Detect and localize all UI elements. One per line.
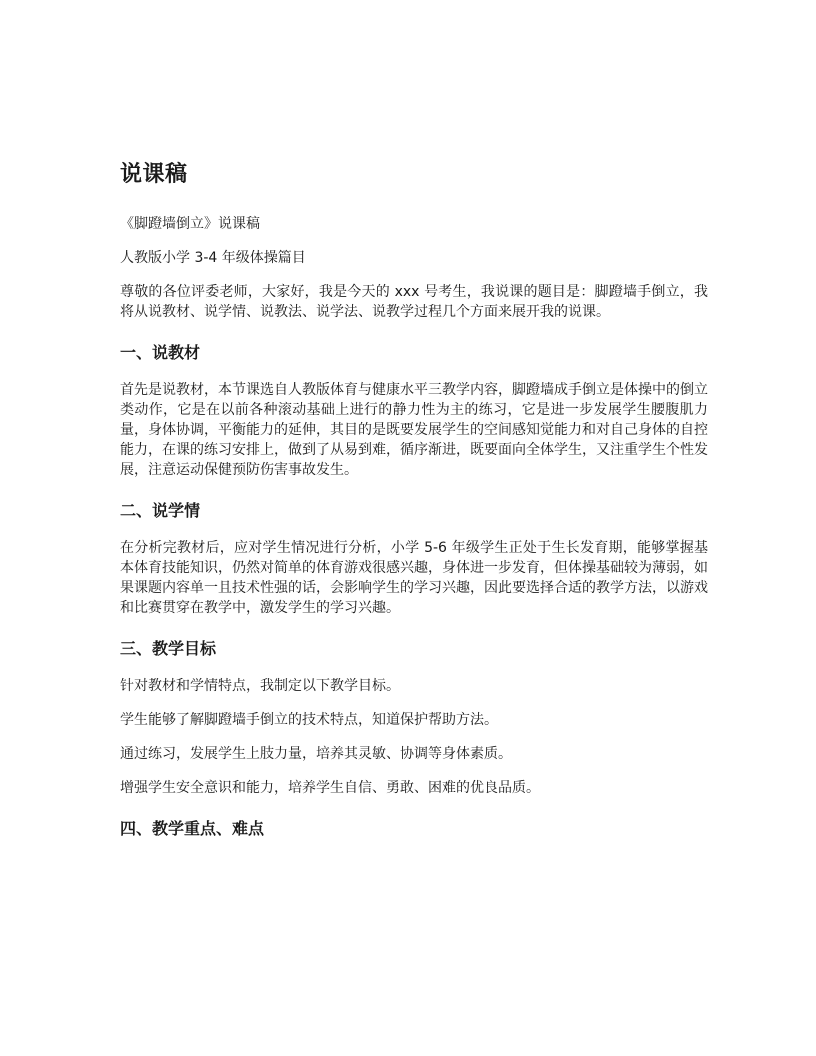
section-heading-textbook: 一、说教材 [120,343,201,362]
goal-knowledge-paragraph: 学生能够了解脚蹬墙手倒立的技术特点，知道保护帮助方法。 [120,712,498,728]
section-heading-students: 二、说学情 [120,501,201,520]
goal-skill-paragraph: 通过练习，发展学生上肢力量，培养其灵敏、协调等身体素质。 [120,746,512,762]
goals-intro-paragraph: 针对教材和学情特点，我制定以下教学目标。 [120,678,400,694]
document-title: 说课稿 [120,162,188,187]
textbook-paragraph: 首先是说教材，本节课选自人教版体育与健康水平三教学内容，脚蹬墙成手倒立是体操中的倒立类动作，它是在以前各种滚动基础上进行的静力性为主的练习，它是进一步发展学生腰腹肌力量，身体协调，平衡能力的延伸，其目的是既要发展学生的空间感知觉能力和对自己身体的自控能力，在课的练习安排上，做到了从易到难，循序渐进，既要面向全体学生，又注重学生个性发展，注意运动保健预防伤害事故发生。 [120,382,708,478]
section-heading-key-points: 四、教学重点、难点 [120,819,265,838]
intro-paragraph: 尊敬的各位评委老师，大家好，我是今天的 xxx 号考生，我说课的题目是：脚蹬墙手倒立，我将从说教材、说学情、说教法、说学法、说教学过程几个方面来展开我的说课。 [120,284,708,320]
document-subtitle: 《脚蹬墙倒立》说课稿 [120,216,260,232]
document-page [120,158,708,856]
students-paragraph: 在分析完教材后，应对学生情况进行分析，小学 5-6 年级学生正处于生长发育期，能够掌握基本体育技能知识，仍然对简单的体育游戏很感兴趣，身体进一步发育，但体操基础较为薄弱，如果课题内容单一且技术性强的话，会影响学生的学习兴趣，因此要选择合适的教学方法，以游戏和比赛贯穿在教学中，激发学生的学习兴趣。 [120,540,708,616]
section-heading-goals: 三、教学目标 [120,639,217,658]
document-edition: 人教版小学 3-4 年级体操篇目 [120,250,306,266]
goal-attitude-paragraph: 增强学生安全意识和能力，培养学生自信、勇敢、困难的优良品质。 [120,780,540,796]
